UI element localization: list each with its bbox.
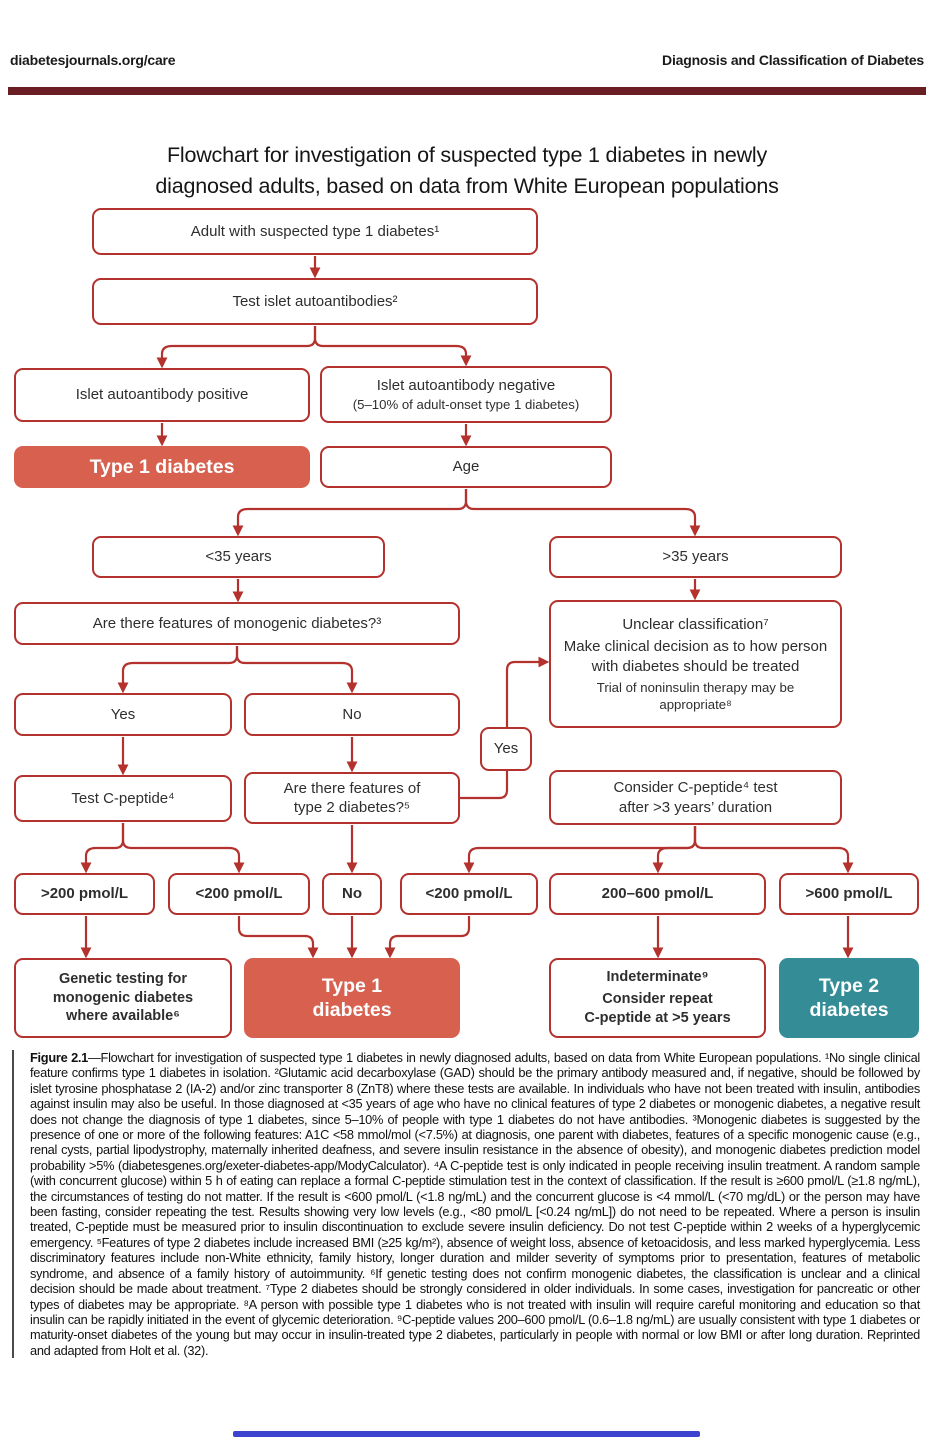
page-header [10, 52, 924, 68]
node-monogenic-features-question [14, 602, 460, 645]
node-label3: where available⁶ [66, 1008, 180, 1025]
node-label: Yes [110, 705, 136, 723]
figure-title-line1: Flowchart for investigation of suspected type 1 diabetes in newly [166, 143, 768, 167]
node-sublabel: after >3 years’ duration [618, 798, 773, 816]
node-no-monogenic [244, 693, 460, 736]
node-label: Type 1 [321, 974, 383, 997]
node-label: Type 1 diabetes [89, 455, 235, 478]
running-head: Diagnosis and Classification of Diabetes [662, 52, 924, 68]
node-type2-diabetes-final [779, 958, 919, 1038]
node-200-600-pmol [549, 873, 766, 915]
node-label: <200 pmol/L [425, 885, 513, 903]
node-label: 200–600 pmol/L [601, 885, 714, 903]
node-label: Indeterminate⁹ [606, 969, 709, 986]
node-note: Trial of noninsulin therapy may be appropriate⁸ [596, 680, 795, 713]
node-label: Genetic testing for [58, 970, 188, 987]
figure-caption [12, 1050, 920, 1358]
node-under-35-years [92, 536, 385, 578]
node-adult-suspected-t1d [92, 208, 538, 255]
journal-url: diabetesjournals.org/care [10, 52, 176, 68]
node-label: Yes [493, 740, 519, 758]
node-label: Type 2 [818, 974, 880, 997]
figure-title-line2: diagnosed adults, based on data from White European populations [155, 174, 779, 199]
node-label: Islet autoantibody negative [376, 377, 556, 395]
node-label2: diabetes [312, 999, 392, 1021]
node-yes-monogenic [14, 693, 232, 736]
node-unclear-classification [549, 600, 842, 728]
node-label: <200 pmol/L [195, 885, 283, 903]
node-test-c-peptide [14, 775, 232, 822]
node-label: Islet autoantibody positive [75, 386, 249, 404]
node-label3: C-peptide at >5 years [584, 1009, 731, 1026]
node-label: Unclear classification⁷ [622, 615, 769, 633]
node-yes-type2 [480, 727, 532, 771]
node-islet-autoantibody-negative [320, 366, 612, 423]
node-type2-features-question [244, 772, 460, 824]
node-label: No [342, 705, 362, 723]
bottom-progress-bar [233, 1431, 700, 1437]
header-rule [8, 87, 926, 95]
figure-caption-label: Figure 2.1 [30, 1050, 89, 1065]
node-consider-c-peptide [549, 770, 842, 825]
node-label: Are there features of [283, 779, 421, 797]
figure-caption-text: —Flowchart for investigation of suspected type 1 diabetes in newly diagnosed adults, based on data from White European populations. ¹No single clinical feature confirms type 1 diabetes in isolation. ²Glutamic acid decarboxylase (GAD) should be the primary antibody measured and, if negative, should be followed by islet tyrosine phosphatase 2 (IA-2) and/or zinc transporter 8 (ZnT8) where these tests are available. In individuals who have not been treated with insulin, antibodies against insulin may also be useful. In those diagnosed at <35 years of age who have no clinical features of type 2 diabetes or monogenic diabetes, a negative result does not change the diagnosis of type 1 diabetes, since 5–10% of people with type 1 diabetes do not have antibodies. ³Monogenic diabetes is suggested by the presence of one or more of the following features: A1C <58 mmol/mol (<7.5%) at diagnosis, one parent with diabetes, features of a specific monogenic cause (e.g., renal cysts, partial lipodystrophy, maternally inherited deafness, and severe insulin resistance in the absence of obesity), and monogenic diabetes prediction model probability >5% (diabetesgenes.org/exeter-diabetes-app/ModyCalculator). ⁴A C-peptide test is only indicated in people receiving insulin treatment. A random sample (with concurrent glucose) within 5 h of eating can replace a formal C-peptide stimulation test in the context of classification. If the result is ≥600 pmol/L (≥1.8 ng/mL), the circumstances of testing do not matter. If the result is <600 pmol/L (<1.8 ng/mL) and the concurrent glucose is <4 mmol/L (<70 mg/dL) or the person may have been fasting, consider repeating the test. Results showing very low levels (e.g., <80 pmol/L [<0.24 ng/mL]) do not need to be repeated. Where a person is insulin treated, C-peptide must be measured prior to insulin discontinuation to exclude severe insulin deficiency. Do not test C-peptide within 2 weeks of a hyperglycemic emergency. ⁵Features of type 2 diabetes include increased BMI (≥25 kg/m²), absence of weight loss, absence of ketoacidosis, and less marked hyperglycemia. Less discriminatory features include non-White ethnicity, family history, longer duration and milder severity of symptoms prior to presentation, features of metabolic syndrome, and absence of a family history of autoimmunity. ⁶If genetic testing does not confirm monogenic diabetes, the classification is unclear and a clinical decision should be made about treatment. ⁷Type 2 diabetes should be strongly considered in older individuals. In some cases, investigation for pancreatic or other types of diabetes may be appropriate. ⁸A person with possible type 1 diabetes who is not treated with insulin will require careful monitoring and education so that insulin can be rapidly initiated in the event of glycemic deterioration. ⁹C-peptide values 200–600 pmol/L (0.6–1.8 ng/mL) are usually consistent with type 1 diabetes or maturity-onset diabetes of the young but may occur in insulin-treated type 2 diabetes, particularly in people with normal or low BMI or after long duration. Reprinted and adapted from Holt et al. (32). [30, 1050, 920, 1358]
node-label2: diabetes [809, 999, 889, 1021]
node-label: Consider C-peptide⁴ test [613, 779, 778, 796]
node-label: >200 pmol/L [40, 885, 129, 903]
node-indeterminate [549, 958, 766, 1038]
node-lt-200-pmol-left [168, 873, 310, 915]
node-gt-600-pmol [779, 873, 919, 915]
node-label2: Consider repeat [602, 991, 713, 1008]
node-sublabel: Make clinical decision as to how person with diabetes should be treated [563, 638, 828, 675]
node-type1-diabetes-final [244, 958, 460, 1038]
node-label: No [342, 885, 362, 903]
node-test-islet-autoantibodies [92, 278, 538, 325]
node-islet-autoantibody-positive [14, 368, 310, 422]
node-label: <35 years [205, 548, 272, 566]
node-label2: monogenic diabetes [52, 989, 194, 1006]
node-label: Test C-peptide⁴ [71, 789, 175, 807]
node-gt-200-pmol [14, 873, 155, 915]
node-label: Age [452, 458, 480, 476]
node-over-35-years [549, 536, 842, 578]
node-label: Adult with suspected type 1 diabetes¹ [190, 222, 440, 240]
node-label: >35 years [662, 548, 729, 566]
node-label: Test islet autoantibodies² [232, 292, 398, 310]
node-lt-200-pmol-right [400, 873, 538, 915]
node-label: Are there features of monogenic diabetes?³ [92, 614, 382, 632]
node-age [320, 446, 612, 488]
figure-title [0, 140, 934, 202]
node-type1-diabetes-top [14, 446, 310, 488]
node-sublabel: type 2 diabetes?⁵ [293, 799, 411, 816]
node-genetic-testing [14, 958, 232, 1038]
node-label: >600 pmol/L [805, 885, 893, 903]
node-no-bottom [322, 873, 382, 915]
node-sublabel: (5–10% of adult-onset type 1 diabetes) [352, 396, 580, 412]
